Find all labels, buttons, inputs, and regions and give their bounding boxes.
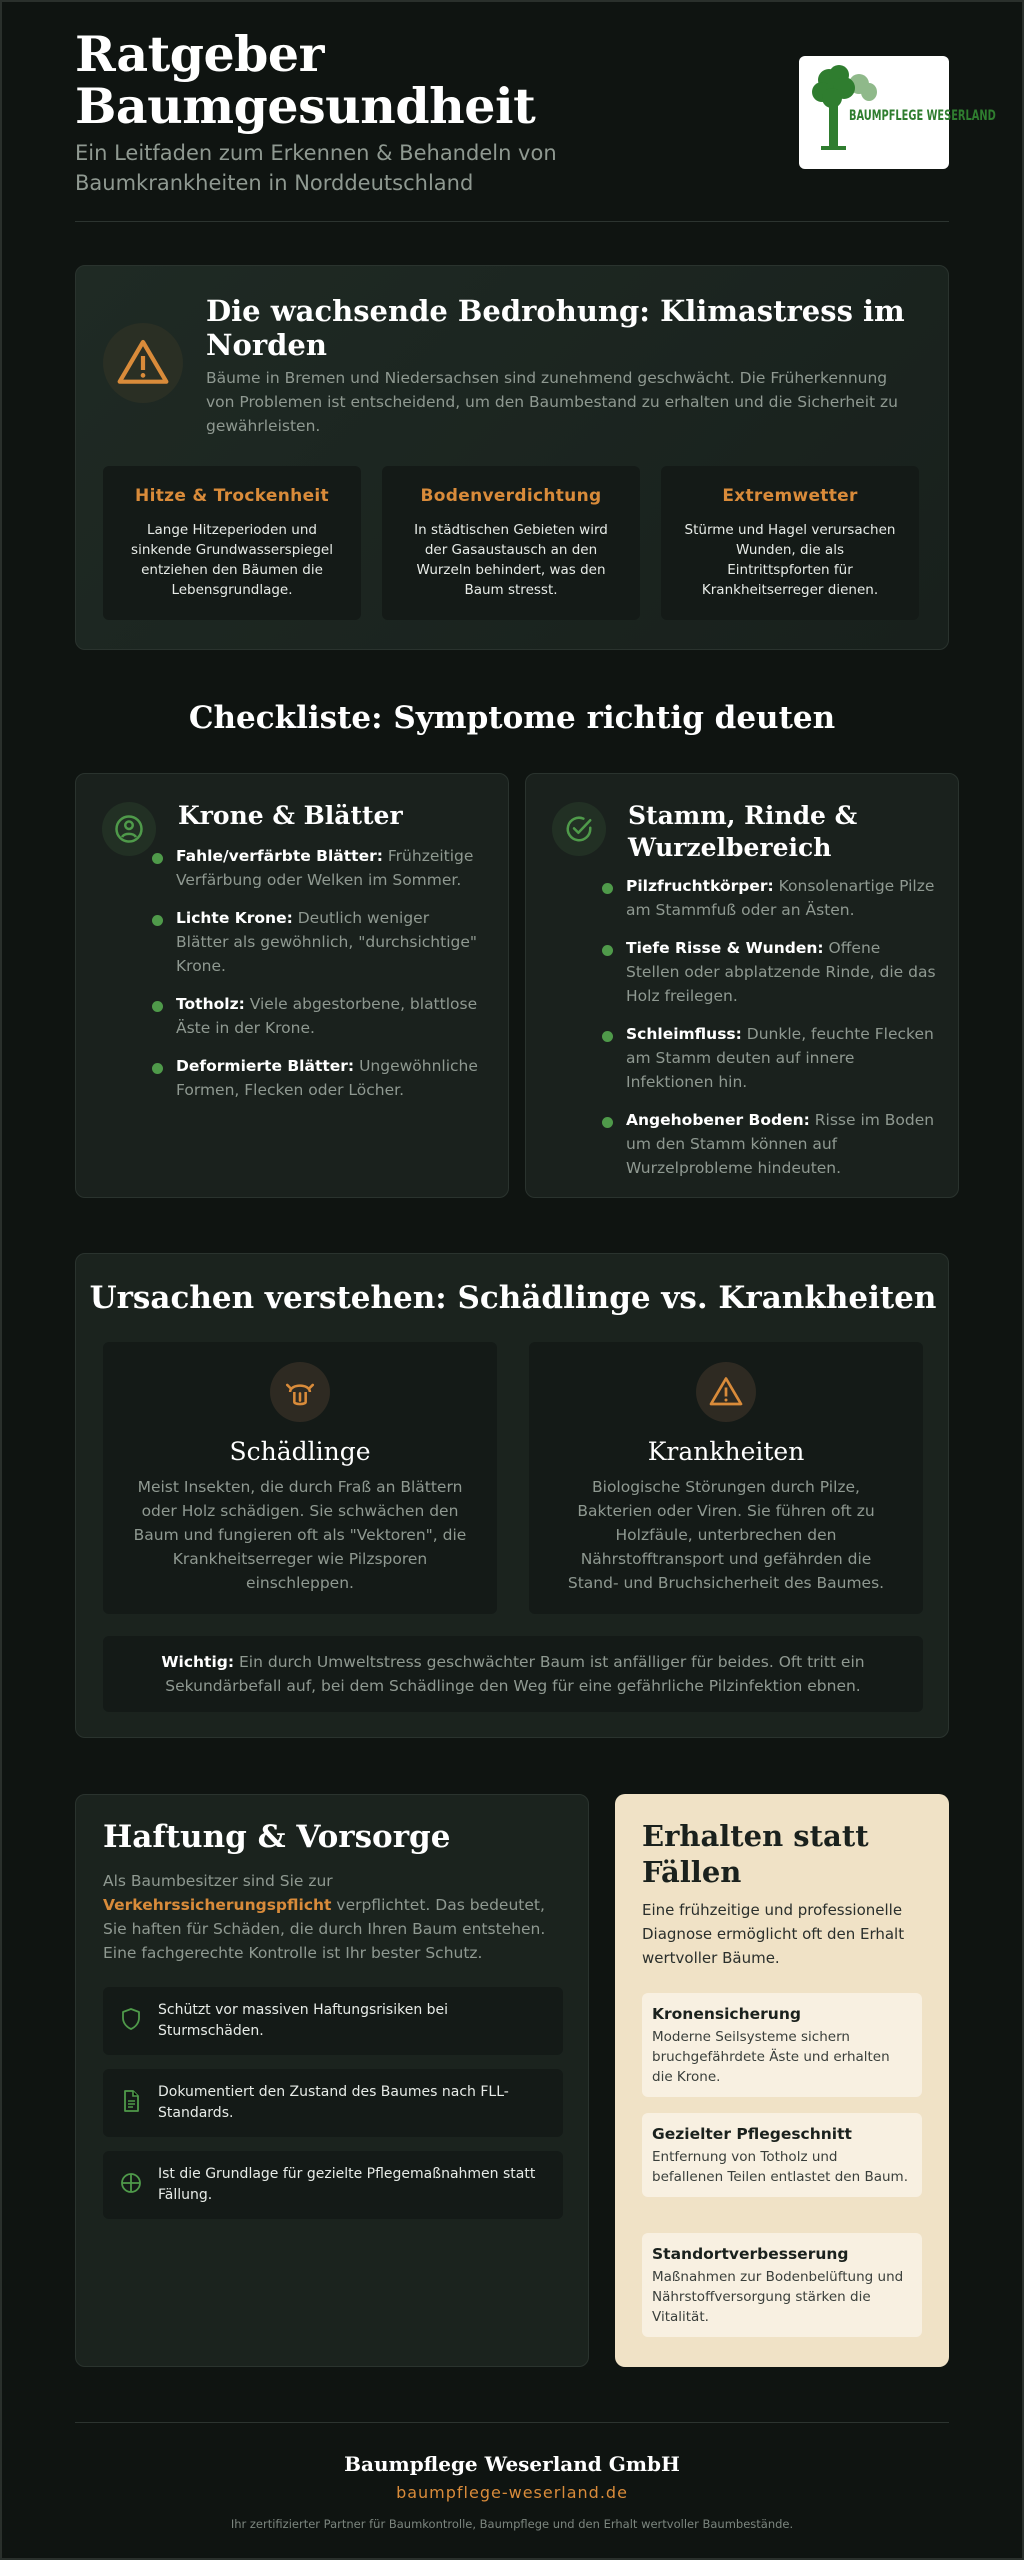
page-subtitle: Ein Leitfaden zum Erkennen & Behandeln von Baumkrankheiten in Norddeutschland bbox=[75, 141, 557, 195]
threat-box-title: Extremwetter bbox=[722, 486, 858, 506]
preserve-title: Erhalten statt Fällen bbox=[642, 1819, 869, 1889]
warning-icon bbox=[103, 323, 183, 403]
causes-title: Ursachen verstehen: Schädlinge vs. Krankheiten bbox=[89, 1280, 937, 1316]
shield-icon bbox=[119, 2007, 143, 2031]
list-item: Angehobener Boden: Risse im Boden um den Stamm können auf Wurzelprobleme hindeuten. bbox=[626, 1108, 936, 1180]
preserve-item-text: Maßnahmen zur Bodenbelüftung und Nährstoffversorgung stärken die Vitalität. bbox=[652, 2269, 904, 2325]
preserve-item bbox=[642, 2113, 922, 2197]
bug-icon bbox=[270, 1362, 330, 1422]
pests-title: Schädlinge bbox=[229, 1437, 371, 1466]
footer-divider bbox=[75, 2422, 949, 2423]
list-item: Fahle/verfärbte Blätter: Frühzeitige Verfärbung oder Welken im Sommer. bbox=[176, 844, 486, 892]
page-title: Ratgeber Baumgesundheit bbox=[75, 25, 536, 135]
crown-symptom-list bbox=[176, 844, 486, 1116]
list-item: Deformierte Blätter: Ungewöhnliche Formen, Flecken oder Löcher. bbox=[176, 1054, 486, 1102]
list-item: Totholz: Viele abgestorbene, blattlose Äste in der Krone. bbox=[176, 992, 486, 1040]
threat-box-heat bbox=[103, 466, 361, 620]
threat-section bbox=[75, 265, 949, 650]
preserve-section bbox=[615, 1794, 949, 2367]
liability-text: Als Baumbesitzer sind Sie zur Verkehrssicherungspflicht verpflichtet. Das bedeutet, Sie haften für Schäden, die durch Ihren Baum entstehen. Eine fachgerechte Kontrolle ist Ihr bester Schutz. bbox=[103, 1872, 546, 1962]
footer-website-link[interactable]: baumpflege-weserland.de bbox=[396, 2483, 628, 2502]
liability-section bbox=[75, 1794, 589, 2367]
trunk-title: Stamm, Rinde & Wurzelbereich bbox=[628, 801, 858, 862]
preserve-item-title: Gezielter Pflegeschnitt bbox=[652, 2125, 852, 2143]
liability-title: Haftung & Vorsorge bbox=[103, 1819, 451, 1855]
trunk-symptom-list bbox=[626, 874, 936, 1194]
liability-row-text: Dokumentiert den Zustand des Baumes nach FLL-Standards. bbox=[158, 2084, 509, 2121]
list-item: Schleimfluss: Dunkle, feuchte Flecken am Stamm deuten auf innere Infektionen hin. bbox=[626, 1022, 936, 1094]
threat-box-title: Bodenverdichtung bbox=[420, 486, 602, 506]
preserve-item-text: Moderne Seilsysteme sichern bruchgefährdete Äste und erhalten die Krone. bbox=[652, 2029, 890, 2085]
sad-face-icon bbox=[102, 802, 156, 856]
causes-section bbox=[75, 1253, 949, 1738]
preserve-text: Eine frühzeitige und professionelle Diagnose ermöglicht oft den Erhalt wertvoller Bäume. bbox=[642, 1901, 905, 1967]
important-note: Wichtig: Ein durch Umweltstress geschwächter Baum ist anfälliger für beides. Oft tritt ein Sekundärbefall auf, bei dem Schädlinge den Weg für eine gefährliche Pilzinfektion ebnen. bbox=[103, 1636, 923, 1712]
threat-box-text: In städtischen Gebieten wird der Gasaustausch an den Wurzeln behindert, was den Baum stresst. bbox=[414, 522, 608, 598]
liability-row-text: Ist die Grundlage für gezielte Pflegemaßnahmen statt Fällung. bbox=[158, 2166, 536, 2203]
document-icon bbox=[119, 2089, 143, 2113]
trunk-symptoms-card bbox=[525, 773, 959, 1198]
crown-title: Krone & Blätter bbox=[178, 801, 403, 830]
liability-row bbox=[103, 2151, 563, 2219]
diseases-text: Biologische Störungen durch Pilze, Bakterien oder Viren. Sie führen oft zu Holzfäule, unterbrechen den Nährstofftransport und gefährden die Stand- und Bruchsicherheit des Baumes. bbox=[567, 1478, 885, 1592]
threat-box-text: Lange Hitzeperioden und sinkende Grundwasserspiegel entziehen den Bäumen die Lebensgrundlage. bbox=[131, 522, 333, 598]
header-divider bbox=[75, 221, 949, 222]
diseases-box bbox=[529, 1342, 923, 1614]
warning-icon bbox=[696, 1362, 756, 1422]
company-logo[interactable] bbox=[799, 56, 996, 169]
list-item: Pilzfruchtkörper: Konsolenartige Pilze am Stammfuß oder an Ästen. bbox=[626, 874, 936, 922]
list-item: Lichte Krone: Deutlich weniger Blätter als gewöhnlich, "durchsichtige" Krone. bbox=[176, 906, 486, 978]
preserve-item bbox=[642, 2233, 922, 2337]
footer-company-name: Baumpflege Weserland GmbH bbox=[344, 2452, 680, 2476]
liability-row-text: Schützt vor massiven Haftungsrisiken bei Sturmschäden. bbox=[158, 2002, 449, 2039]
footer-tagline: Ihr zertifizierter Partner für Baumkontrolle, Baumpflege und den Erhalt wertvoller Baumbestände. bbox=[230, 2517, 794, 2531]
threat-box-title: Hitze & Trockenheit bbox=[135, 486, 329, 506]
preserve-item-title: Standortverbesserung bbox=[652, 2245, 849, 2263]
threat-title: Die wachsende Bedrohung: Klimastress im Norden bbox=[206, 294, 905, 362]
check-circle-icon bbox=[552, 802, 606, 856]
preserve-item-text: Entfernung von Totholz und befallenen Teilen entlastet den Baum. bbox=[652, 2149, 908, 2185]
threat-box-weather bbox=[661, 466, 919, 620]
crown-symptoms-card bbox=[75, 773, 509, 1198]
threat-box-soil bbox=[382, 466, 640, 620]
pests-text: Meist Insekten, die durch Fraß an Blättern oder Holz schädigen. Sie schwächen den Baum und fungieren oft als "Vektoren", die Krankheitserreger wie Pilzsporen einschleppen. bbox=[133, 1478, 467, 1592]
liability-row bbox=[103, 2069, 563, 2137]
threat-text: Bäume in Bremen und Niedersachsen sind zunehmend geschwächt. Die Früherkennung von Problemen ist entscheidend, um den Baumbestand zu erhalten und die Sicherheit zu gewährleisten. bbox=[206, 369, 898, 435]
target-icon bbox=[119, 2171, 143, 2195]
preserve-item-title: Kronensicherung bbox=[652, 2005, 801, 2023]
logo-text: BAUMPFLEGE WESERLAND bbox=[849, 108, 996, 124]
checklist-title: Checkliste: Symptome richtig deuten bbox=[188, 700, 836, 736]
threat-box-text: Stürme und Hagel verursachen Wunden, die als Eintrittspforten für Krankheitserreger dienen. bbox=[684, 522, 896, 598]
list-item: Tiefe Risse & Wunden: Offene Stellen oder abplatzende Rinde, die das Holz freilegen. bbox=[626, 936, 936, 1008]
pests-box bbox=[103, 1342, 497, 1614]
diseases-title: Krankheiten bbox=[647, 1437, 805, 1466]
preserve-item bbox=[642, 1993, 922, 2097]
liability-row bbox=[103, 1987, 563, 2055]
